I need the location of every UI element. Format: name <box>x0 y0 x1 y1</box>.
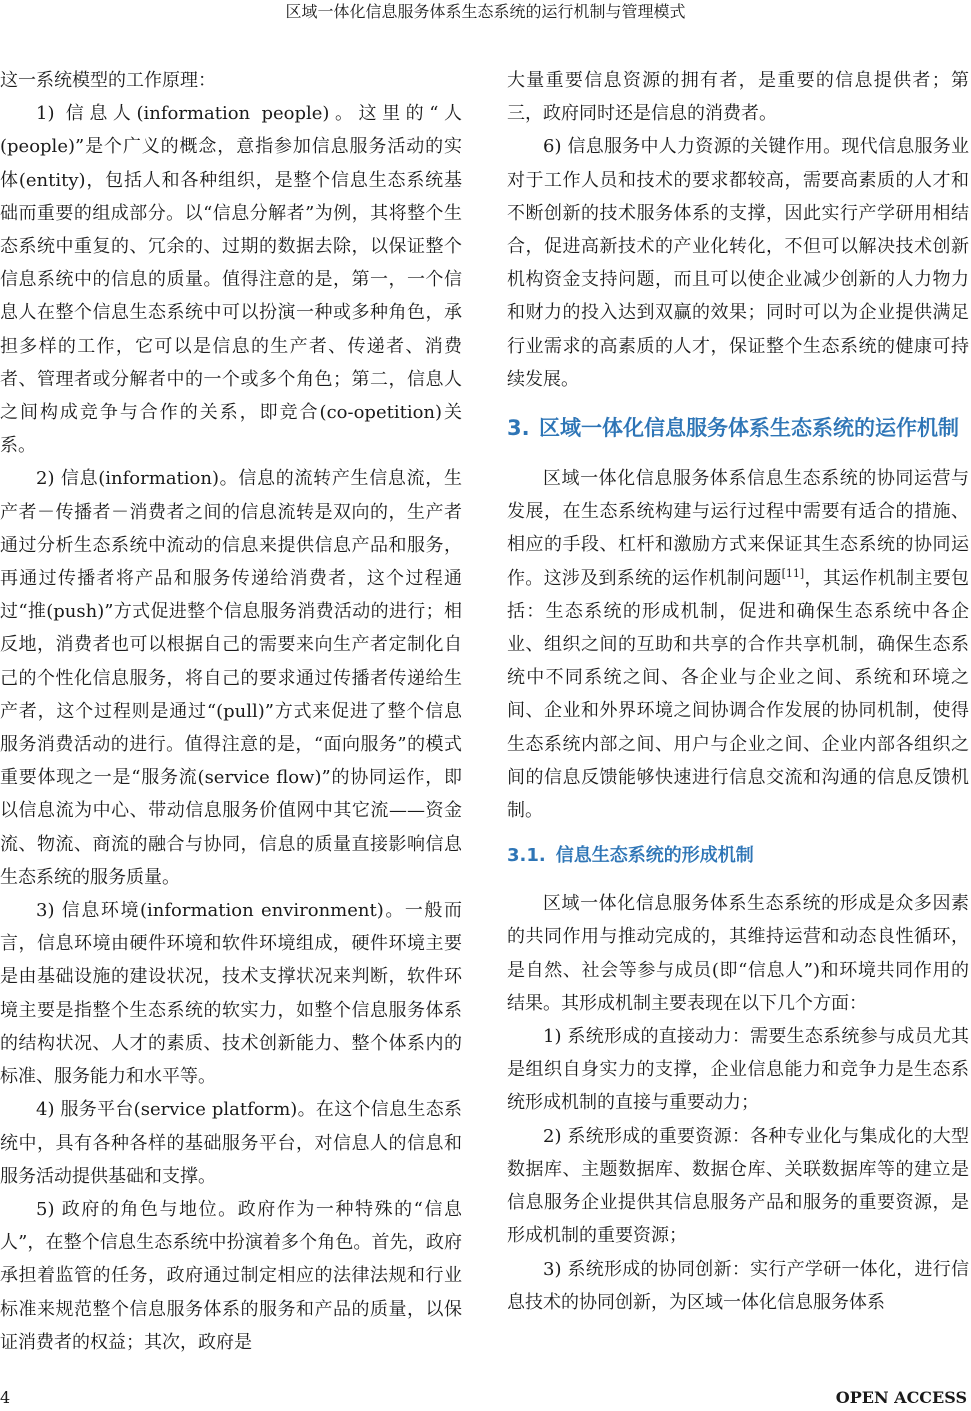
paragraph-text: ，其运作机制主要包括：生态系统的形成机制，促进和确保生态系统中各企业、组织之间的互助和共享的合作共享机制，确保生态系统中不同系统之间、各企业与企业之间、系统和环境之间、企业和外界环境之间协调合作发展的协同机制，使得生态系统内部之间、用户与企业之间、企业内部各组织之间的信息反馈能够快速进行信息交流和沟通的信息反馈机制。 <box>507 567 970 822</box>
section-title: 区域一体化信息服务体系生态系统的运作机制 <box>539 416 959 441</box>
page-number: 4 <box>0 1388 11 1407</box>
paragraph: 5) 政府的角色与地位。政府作为一种特殊的“信息人”，在整个信息生态系统中扮演着多个角色。首先，政府承担着监管的任务，政府通过制定相应的法律法规和行业标准来规范整个信息服务体系的服务和产品的质量，以保证消费者的权益；其次，政府是 <box>0 1198 462 1353</box>
paragraph <box>507 462 969 827</box>
paragraph: 6) 信息服务中人力资源的关键作用。现代信息服务业对于工作人员和技术的要求都较高，需要高素质的人才和不断创新的技术服务体系的支撑，因此实行产学研用相结合，促进高新技术的产业化转化，不但可以解决技术创新机构资金支持问题，而且可以使企业减少创新的人力物力和财力的投入达到双赢的效果；同时可以为企业提供满足行业需求的高素质的人才，保证整个生态系统的健康可持续发展。 <box>507 136 969 390</box>
running-header: 区域一体化信息服务体系生态系统的运行机制与管理模式 <box>285 2 686 21</box>
paragraph: 1) 信息人(information people)。这里的“人(people)”是个广义的概念，意指参加信息服务活动的实体(entity)，包括人和各种组织，是整个信息生态系统基础而重要的组成部分。以“信息分解者”为例，其将整个生态系统中重复的、冗余的、过期的数据去除，以保证整个信息系统中的信息的质量。值得注意的是，第一，一个信息人在整个信息生态系统中可以扮演一种或多种角色，承担多样的工作，它可以是信息的生产者、传递者、消费者、管理者或分解者中的一个或多个角色；第二，信息人之间构成竞争与合作的关系，即竞合(co-opetition)关系。 <box>0 103 462 457</box>
citation[interactable]: [11] <box>781 566 805 580</box>
right-column <box>507 64 969 1319</box>
paragraph: 4) 服务平台(service platform)。在这个信息生态系统中，具有各种各样的基础服务平台，对信息人的信息和服务活动提供基础和支撑。 <box>0 1099 462 1187</box>
section-heading <box>507 412 969 444</box>
paragraph-text: 区域一体化信息服务体系信息生态系统的协同运营与发展，在生态系统构建与运行过程中需要有适合的措施、相应的手段、杠杆和激励方式来保证其生态系统的协同运作。这涉及到系统的运作机制问题 <box>507 468 969 589</box>
paragraph: 大量重要信息资源的拥有者，是重要的信息提供者；第三，政府同时还是信息的消费者。 <box>507 70 969 125</box>
section-number: 3. <box>507 416 530 441</box>
open-access-label: OPEN ACCESS <box>835 1388 967 1407</box>
paragraph: 3) 系统形成的协同创新：实行产学研一体化，进行信息技术的协同创新，为区域一体化信息服务体系 <box>507 1258 969 1313</box>
paragraph: 这一系统模型的工作原理： <box>0 70 216 91</box>
paragraph: 区域一体化信息服务体系生态系统的形成是众多因素的共同作用与推动完成的，其维持运营和动态良性循环，是自然、社会等参与成员(即“信息人”)和环境共同作用的结果。其形成机制主要表现在以下几个方面： <box>507 893 969 1014</box>
subsection-number: 3.1. <box>507 845 546 867</box>
subsection-title: 信息生态系统的形成机制 <box>555 845 754 867</box>
subsection-heading <box>507 841 969 871</box>
paragraph: 2) 信息(information)。信息的流转产生信息流，生产者－传播者－消费者之间的信息流转是双向的，生产者通过分析生态系统中流动的信息来提供信息产品和服务，再通过传播者将产品和服务传递给消费者，这个过程通过“推(push)”方式促进整个信息服务消费活动的进行；相反地，消费者也可以根据自己的需要来向生产者定制化自己的个性化信息服务，将自己的要求通过传播者传递给生产者，这个过程则是通过“(pull)”方式来促进了整个信息服务消费活动的进行。值得注意的是，“面向服务”的模式重要体现之一是“服务流(service flow)”的协同运作，即以信息流为中心、带动信息服务价值网中其它流——资金流、物流、商流的融合与协同，信息的质量直接影响信息生态系统的服务质量。 <box>0 468 462 888</box>
paragraph: 1) 系统形成的直接动力：需要生态系统参与成员尤其是组织自身实力的支撑，企业信息能力和竞争力是生态系统形成机制的直接与重要动力； <box>507 1026 969 1114</box>
paragraph: 3) 信息环境(information environment)。一般而言，信息环境由硬件环境和软件环境组成，硬件环境主要是由基础设施的建设状况，技术支撑状况来判断，软件环境主要是指整个生态系统的软实力，如整个信息服务体系的结构状况、人才的素质、技术创新能力、整个体系内的标准、服务能力和水平等。 <box>0 900 462 1088</box>
paragraph: 2) 系统形成的重要资源：各种专业化与集成化的大型数据库、主题数据库、数据仓库、关联数据库等的建立是信息服务企业提供其信息服务产品和服务的重要资源，是形成机制的重要资源； <box>507 1125 969 1247</box>
left-column <box>0 64 462 1359</box>
